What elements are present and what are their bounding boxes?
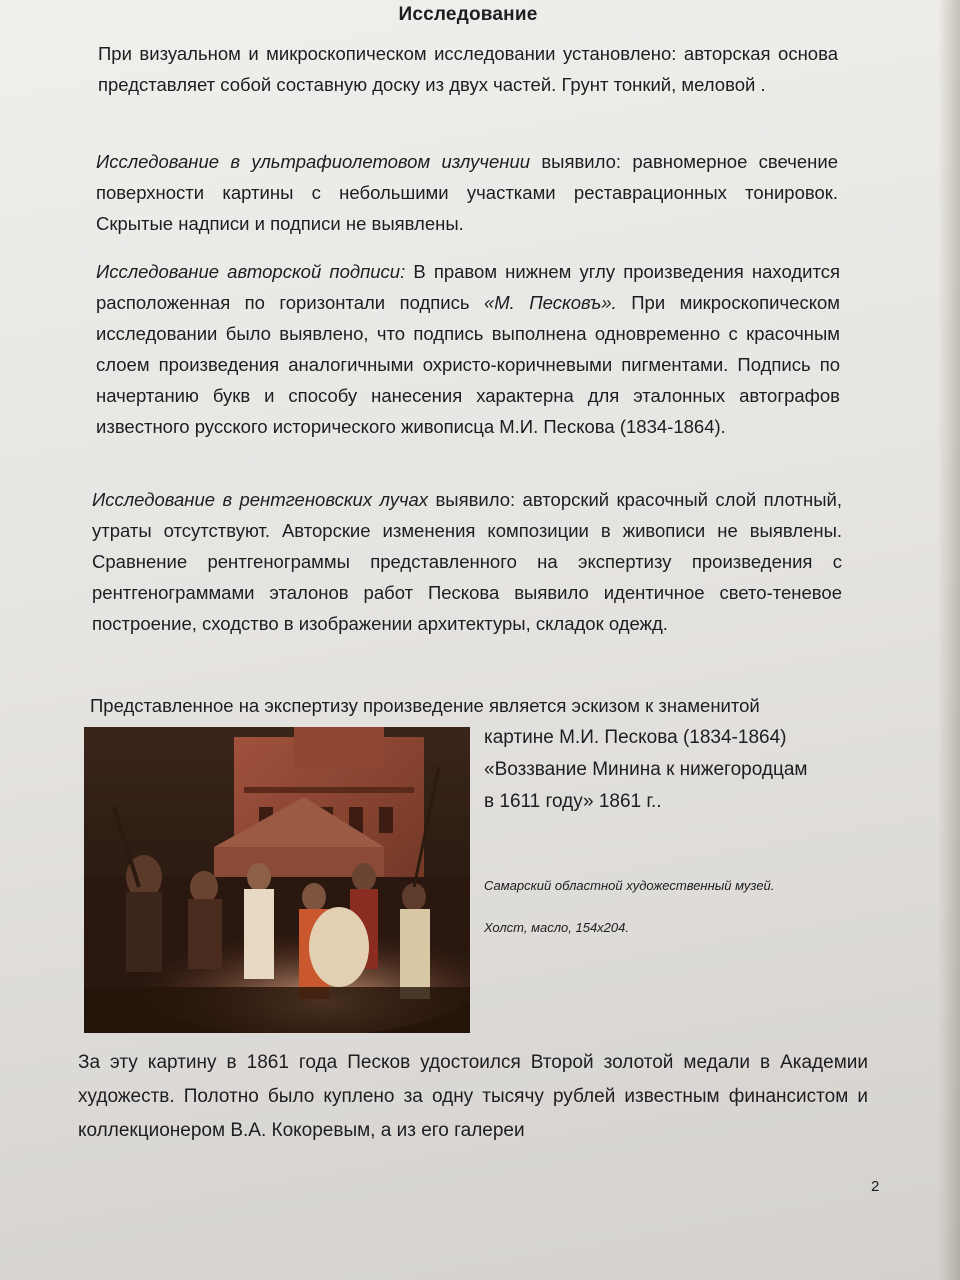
paragraph-history: За эту картину в 1861 года Песков удостоился Второй золотой медали в Академии художеств. Полотно было куплено за одну тысячу рублей известным финансистом и коллекционером В.А. Кокоревым, а из его галереи <box>78 1052 868 1141</box>
page-edge-shadow <box>938 0 960 1280</box>
paragraph-xray-study <box>92 484 842 639</box>
caption-line-1: картине М.И. Пескова (1834-1864) <box>484 727 787 748</box>
signature-quote: «М. Песковъ». <box>483 292 617 313</box>
paragraph-uv-study <box>96 146 838 239</box>
xray-study-text: выявило: авторский красочный слой плотный, утраты отсутствуют. Авторские изменения композиции в живописи не выявлены. Сравнение рентгенограммы представленного на экспертизу произведения с рентгенограммами эталонов работ Пескова выявило идентичное свето-теневое построение, сходство в изображении архитектуры, складок одежд. <box>92 489 842 634</box>
section-heading: Исследование <box>398 4 538 25</box>
caption-line-2: «Воззвание Минина к нижегородцам <box>484 759 808 780</box>
page-number: 2 <box>871 1178 880 1195</box>
paragraph-signature-study <box>96 256 840 442</box>
painting-caption <box>484 722 844 818</box>
signature-study-lead: Исследование авторской подписи: <box>96 261 406 282</box>
caption-line-3: в 1611 году» 1861 г.. <box>484 791 662 812</box>
paragraph-sketch-intro: Представленное на экспертизу произведение является эскизом к знаменитой <box>90 695 760 716</box>
uv-study-lead: Исследование в ультрафиолетовом излучении <box>96 151 531 172</box>
paragraph-visual-study: При визуальном и микроскопическом исследовании установлено: авторская основа представляет собой составную доску из двух частей. Грунт тонкий, меловой . <box>98 43 838 95</box>
painting-reproduction <box>84 727 470 1033</box>
signature-study-text-1: В правом нижнем углу произведения находится расположенная по горизонтали подпись <box>96 261 840 313</box>
signature-study-text-2: При микроскопическом исследовании было выявлено, что подпись выполнена одновременно с красочным слоем произведения аналогичными охристо-коричневыми пигментами. Подпись по начертанию букв и способу нанесения характерна для эталонных автографов известного русского исторического живописца М.И. Пескова (1834-1864). <box>96 292 841 437</box>
uv-study-text: выявило: равномерное свечение поверхности картины с небольшими участками реставрационных тонировок. Скрытые надписи и подписи не выявлены. <box>96 151 838 234</box>
museum-credit: Самарский областной художественный музей. <box>484 878 775 893</box>
xray-study-lead: Исследование в рентгеновских лучах <box>92 489 429 510</box>
painting-medium: Холст, масло, 154х204. <box>484 920 629 935</box>
